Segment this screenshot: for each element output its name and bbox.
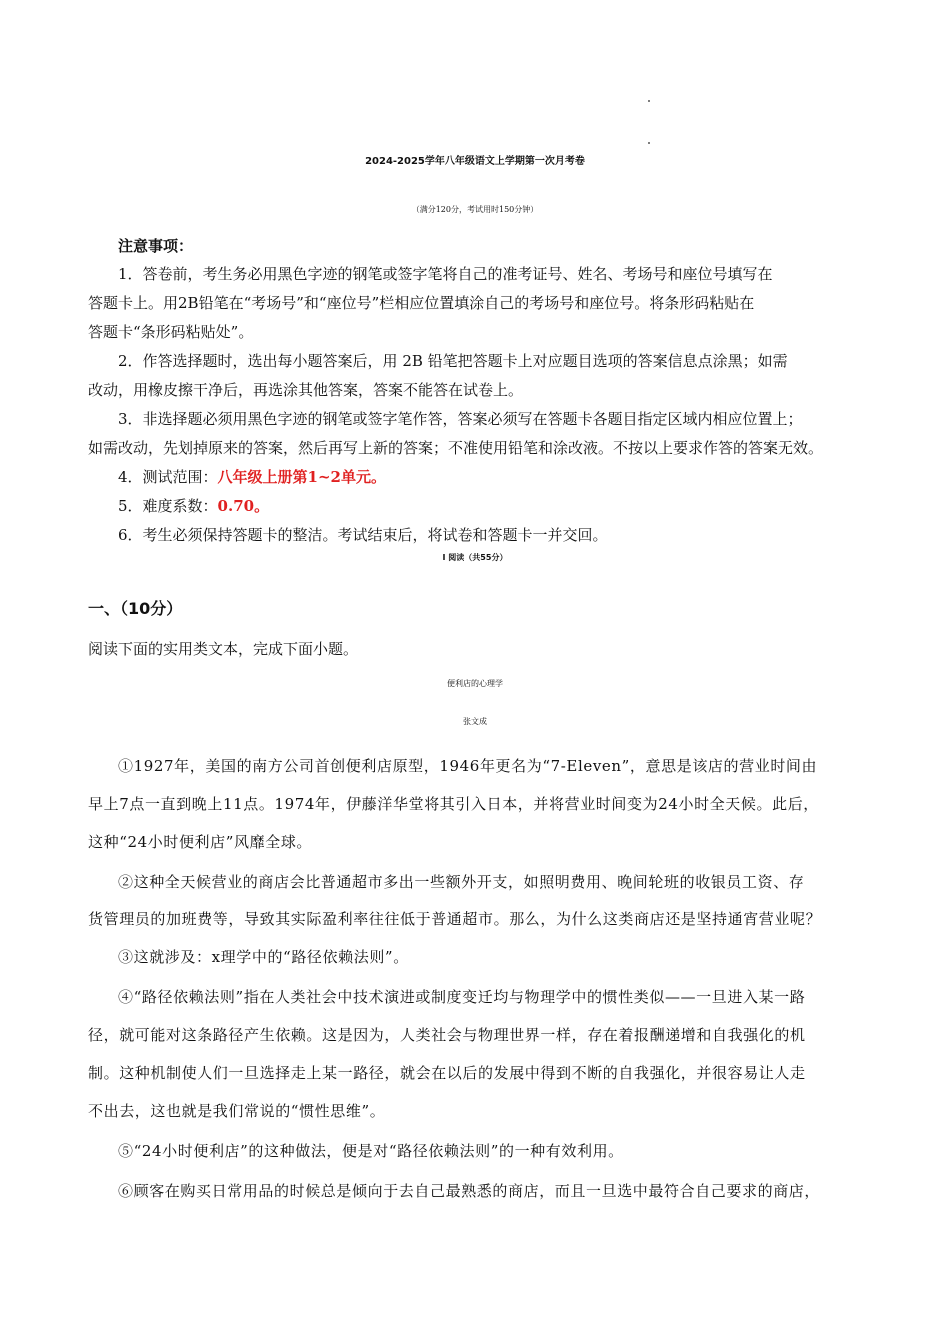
article-paragraph-4: 径，就可能对这条路径产生依赖。这是因为，人类社会与物理世界一样，存在着报酬递增和自我强化的机: [88, 1026, 806, 1044]
notice-item-3: 3．非选择题必须用黑色字迹的钢笔或签字笔作答，答案必须写在答题卡各题目指定区域内相应位置上；: [118, 410, 803, 428]
reading-instruction: 阅读下面的实用类文本，完成下面小题。: [88, 640, 359, 658]
notice-item-2: 2．作答选择题时，选出每小题答案后，用 2B 铅笔把答题卡上对应题目选项的答案信息点涂黑；如需: [118, 352, 788, 370]
article-title: 便利店的心理学: [447, 679, 503, 688]
article-paragraph-5: ⑤“24小时便利店”的这种做法，便是对“路径依赖法则”的一种有效利用。: [118, 1142, 624, 1160]
article-paragraph-2: 货管理员的加班费等，导致其实际盈利率往往低于普通超市。那么，为什么这类商店还是坚持通宵营业呢？: [88, 910, 822, 928]
article-paragraph-1: ①1927年，美国的南方公司首创便利店原型，1946年更名为“7-Eleven”，意思是该店的营业时间由: [118, 757, 818, 775]
notice-item-4: [118, 466, 386, 487]
test-scope-label: 4．测试范围：: [118, 468, 218, 486]
header-dot-mark: [648, 142, 650, 144]
notice-item-6: 6．考生必须保持答题卡的整洁。考试结束后，将试卷和答题卡一并交回。: [118, 526, 608, 544]
article-paragraph-1: 这种“24小时便利店”风靡全球。: [88, 833, 313, 851]
notice-item-2: 改动，用橡皮擦干净后，再选涂其他答案，答案不能答在试卷上。: [88, 381, 524, 399]
article-author: 张文成: [463, 717, 487, 726]
article-paragraph-4: 不出去，这也就是我们常说的“惯性思维”。: [88, 1102, 386, 1120]
difficulty-value: 0.70。: [217, 497, 270, 515]
difficulty-label: 5．难度系数：: [118, 497, 218, 515]
notice-item-3: 如需改动，先划掉原来的答案，然后再写上新的答案；不准使用铅笔和涂改液。不按以上要求作答的答案无效。: [88, 439, 824, 457]
article-paragraph-1: 早上7点一直到晚上11点。1974年，伊藤洋华堂将其引入日本，并将营业时间变为24小时全天候。此后，: [88, 795, 819, 813]
test-scope-value: 八年级上册第1~2单元。: [217, 468, 386, 486]
exam-subtitle: （满分120分，考试用时150分钟）: [411, 205, 539, 214]
article-paragraph-3: ③这就涉及：x理学中的“路径依赖法则”。: [118, 948, 409, 966]
article-paragraph-6: ⑥顾客在购买日常用品的时候总是倾向于去自己最熟悉的商店，而且一旦选中最符合自己要求的商店，: [118, 1182, 821, 1200]
header-dot-mark: [648, 100, 650, 102]
exam-title: 2024-2025学年八年级语文上学期第一次月考卷: [365, 156, 585, 167]
notice-item-5: [118, 495, 269, 516]
article-paragraph-2: ②这种全天候营业的商店会比普通超市多出一些额外开支，如照明费用、晚间轮班的收银员工资、存: [118, 873, 805, 891]
article-paragraph-4: 制。这种机制使人们一旦选择走上某一路径，就会在以后的发展中得到不断的自我强化，并很容易让人走: [88, 1064, 806, 1082]
notice-item-1: 答题卡“条形码粘贴处”。: [88, 323, 254, 341]
notice-item-1: 答题卡上。用2B铅笔在“考场号”和“座位号”栏相应位置填涂自己的考场号和座位号。将条形码粘贴在: [88, 294, 755, 312]
notice-heading: 注意事项：: [118, 237, 194, 255]
notice-item-1: 1．答卷前，考生务必用黑色字迹的钢笔或签字笔将自己的准考证号、姓名、考场号和座位号填写在: [118, 265, 773, 283]
question-1-heading: 一、（10分）: [88, 599, 183, 618]
article-paragraph-4: ④“路径依赖法则”指在人类社会中技术演进或制度变迁均与物理学中的惯性类似——一旦进入某一路: [118, 988, 806, 1006]
section-title: Ⅰ 阅读（共55分）: [442, 553, 508, 562]
